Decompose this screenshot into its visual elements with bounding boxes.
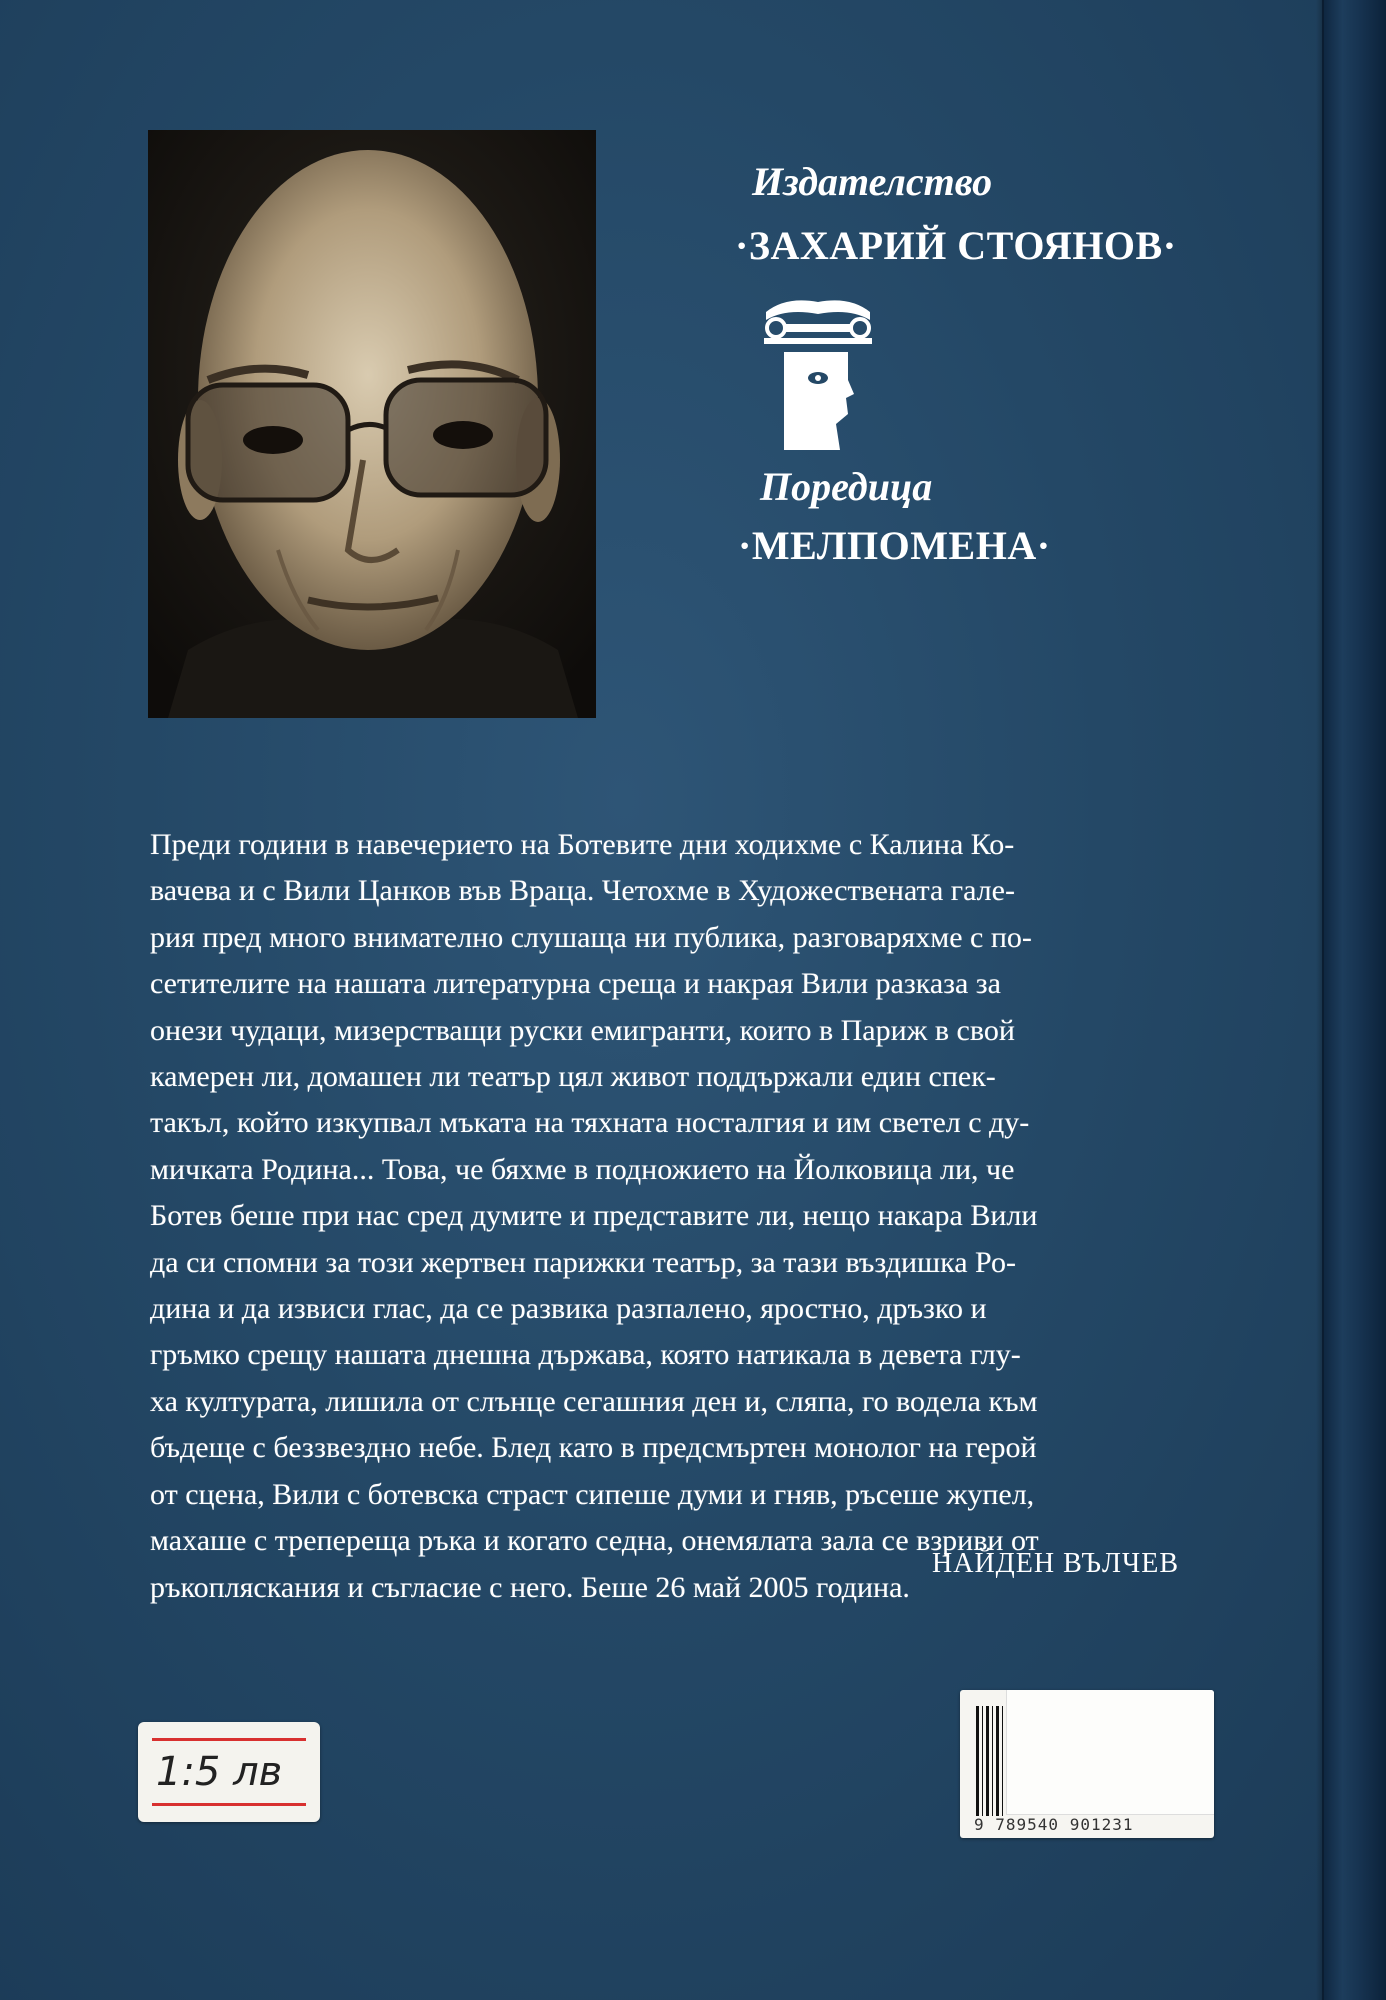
ionic-column-mask-icon: [756, 294, 880, 454]
series-label: Поредица: [760, 464, 933, 509]
price-handwritten: 1:5 лв: [156, 1749, 283, 1795]
author-portrait-photo: [148, 130, 596, 718]
sticker-line-bottom: [152, 1803, 306, 1806]
publisher-name: ·ЗАХАРИЙ СТОЯНОВ·: [735, 223, 1177, 268]
sticker-line-top: [152, 1738, 306, 1741]
barcode-digits: 9 789540 901231: [974, 1815, 1134, 1834]
price-sticker: [138, 1722, 320, 1822]
blurb-author: НАЙДЕН ВЪЛЧЕВ: [932, 1548, 1180, 1579]
barcode-bars: [976, 1706, 1004, 1816]
portrait-image: [148, 130, 596, 718]
book-spine: [1322, 0, 1386, 2000]
barcode-cover-label: [1006, 1690, 1214, 1815]
barcode-sticker: [960, 1690, 1214, 1838]
blurb-text: Преди години в навечерието на Ботевите дни ходихме с Калина Ко- вачева и с Вили Цанков във Враца. Четохме в Художествената гале- рия пред много внимателно слушаща ни публика, разговаряхме с по- сетителите на нашата литературна среща и накрая Вили разказа за онези чудаци, мизерстващи руски емигранти, които в Париж в свой камерен ли, домашен ли театър цял живот поддържали един спек- такъл, който изкупвал мъката на тяхната носталгия и им светел с ду- мичката Родина... Това, че бяхме в подножието на Йолковица ли, че Ботев беше при нас сред думите и представите ли, нещо накара Вили да си спомни за този жертвен парижки театър, за тази въздишка Ро- дина и да извиси глас, да се развика разпалено, яростно, дръзко и гръмко срещу нашата днешна държава, която натикала в девета глу- ха културата, лишила от слънце сегашния ден и, сляпа, го водела към бъдеще с беззвездно небе. Блед като в предсмъртен монолог на герой от сцена, Вили с ботевска страст сипеше думи и гняв, ръсеше жупел, махаше с трепереща ръка и когато седна, онемялата зала се взриви от ръкопляскания и съгласие с него. Беше 26 май 2005 година.: [150, 828, 1039, 1604]
series-name: ·МЕЛПОМЕНА·: [738, 523, 1051, 568]
publisher-label: Издателство: [752, 159, 993, 204]
